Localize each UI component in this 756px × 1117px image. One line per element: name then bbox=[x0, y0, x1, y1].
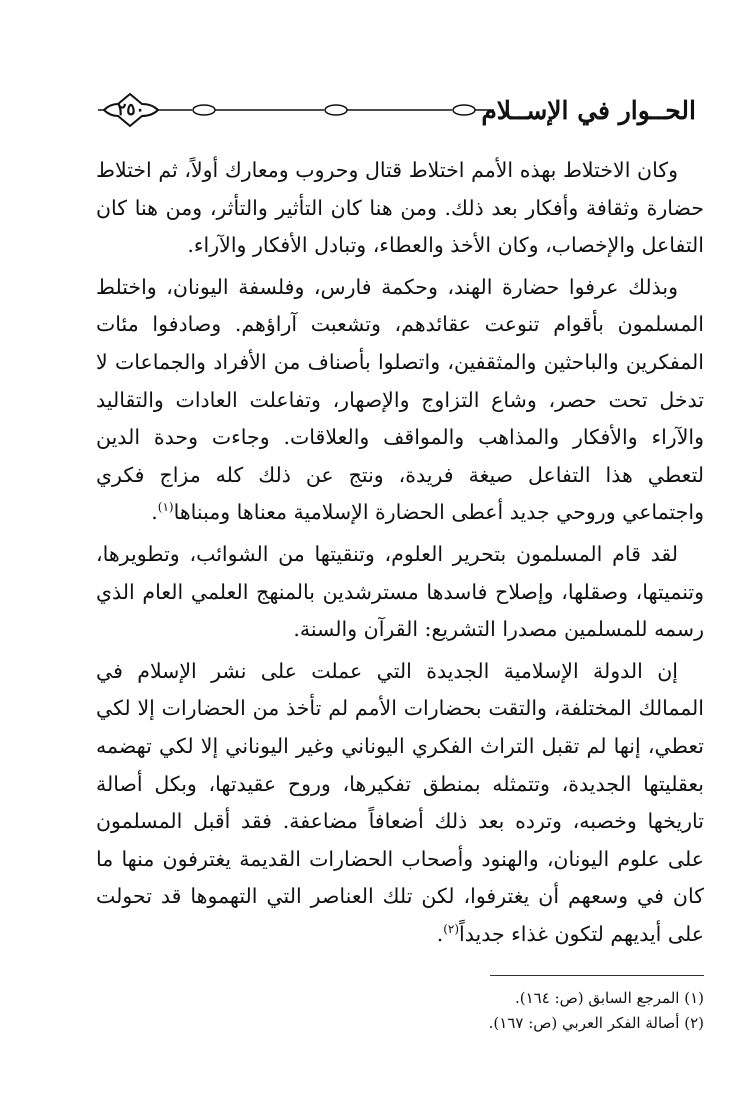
footnote: (١) المرجع السابق (ص: ١٦٤). bbox=[515, 989, 704, 1007]
footnote-separator bbox=[490, 975, 704, 976]
paragraph: إن الدولة الإسلامية الجديدة التي عملت على نشر الإسلام في الممالك المختلفة، والتقت بحضارات الأمم لم تأخذ من الحضارات إلا لكي تعطي، إنها لم تقبل التراث الفكري اليوناني وغير اليوناني إلا لكي تهضمه بعقليتها الجديدة، وتتمثله بمنطق تفكيرها، وروح عقيدتها، وبكل أصالة تاريخها وخصبه، وترده بعد ذلك أضعافاً مضاعفة. فقد أقبل المسلمون على علوم اليونان، والهنود وأصحاب الحضارات القديمة يغترفون منها ما كان في وسعهم أن يغترفوا، لكن تلك العناصر التي التهموها قد تحولت على أيديهم لتكون غذاء جديداً$^{(٢)}$. bbox=[96, 658, 704, 946]
paragraph: وبذلك عرفوا حضارة الهند، وحكمة فارس، وفلسفة اليونان، واختلط المسلمون بأقوام تنوعت عقائدهم، وتشعبت آراؤهم. وصادفوا مئات المفكرين والباحثين والمثقفين، واتصلوا بأصناف من الأفراد والجماعات لا تدخل تحت حصر، وشاع التزاوج والإصهار، وتفاعلت العادات والتقاليد والآراء والأفكار والمذاهب والمواقف والعلاقات. وجاءت وحدة الدين لتعطي هذا التفاعل صيغة فريدة، ونتج عن ذلك كله مزاج فكري واجتماعي وروحي جديد أعطى الحضارة الإسلامية معناها ومبناها$^{(١)}$. bbox=[96, 274, 704, 525]
paragraph: وكان الاختلاط بهذه الأمم اختلاط قتال وحروب ومعارك أولاً، ثم اختلاط حضارة وثقافة وأفكار بعد ذلك. ومن هنا كان التأثير والتأثر، ومن هنا كان التفاعل والإخصاب، وكان الأخذ والعطاء، وتبادل الأفكار والآراء. bbox=[96, 158, 704, 258]
main-text bbox=[96, 152, 704, 953]
paragraph: لقد قام المسلمون بتحرير العلوم، وتنقيتها من الشوائب، وتطويرها، وتنميتها، وصقلها، وإصلاح فاسدها مسترشدين بالمنهج العلمي العام الذي رسمه للمسلمين مصدرا التشريع: القرآن والسنة. bbox=[96, 541, 704, 642]
footnote: (٢) أصالة الفكر العربي (ص: ١٦٧). bbox=[488, 1014, 704, 1032]
footnote-marker: (٢) bbox=[443, 922, 460, 937]
footnotes bbox=[96, 975, 704, 1036]
footnote-marker: (١) bbox=[157, 500, 174, 515]
page-header bbox=[96, 88, 696, 132]
running-title: الحــوار في الإســلام bbox=[481, 96, 696, 125]
page-number: ٢٥٠ bbox=[117, 100, 145, 120]
